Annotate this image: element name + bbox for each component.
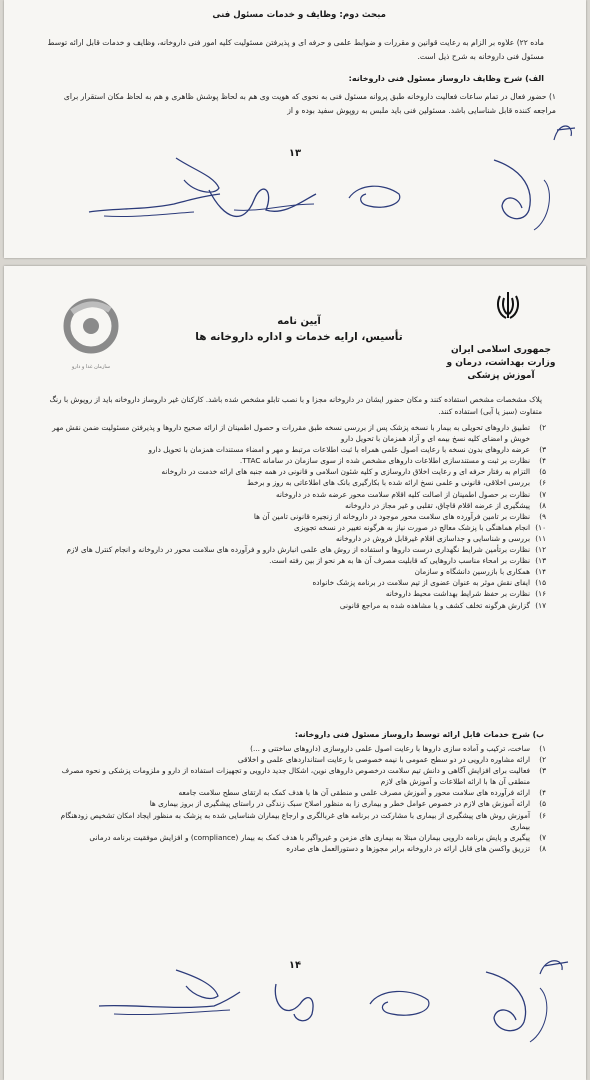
list-item-number: ۷) [539, 832, 546, 842]
list-item [44, 577, 546, 588]
list-item [44, 787, 546, 798]
fda-caption: سازمان غذا و دارو [71, 364, 111, 370]
list-item-text: نظارت بر حفظ شرایط بهداشت محیط داروخانه [385, 589, 530, 599]
iran-emblem [478, 290, 538, 324]
list-item [44, 444, 546, 455]
list-item-number: ۱۰) [535, 522, 546, 532]
list-item [44, 566, 546, 577]
handwritten-signature-7 [364, 984, 444, 1024]
list-item-number: ۸) [539, 843, 546, 853]
list-item [44, 422, 546, 444]
list-item-number: ۴) [539, 456, 546, 466]
services-list [44, 743, 546, 854]
list-item [44, 798, 546, 809]
handwritten-signature-5 [94, 966, 244, 1036]
section-heading: مبحث دوم: وظایف و خدمات مسئول فنی [212, 10, 386, 20]
list-item-number: ۹) [539, 511, 546, 521]
list-item-text: عرضه داروهای بدون نسخه با رعایت اصول علمی همراه با ثبت اطلاعات مرتبط و مهر و امضاء مستندات همزمان با تحویل دارو [148, 445, 530, 455]
list-item-number: ۶) [539, 478, 546, 488]
list-item-number: ۳) [539, 445, 546, 455]
list-item [44, 743, 546, 754]
list-item-text: نظارت بر امحاء مناسب داروهایی که قابلیت مصرف آن ها به هر نحو از بین رفته است. [269, 556, 530, 566]
document-title [164, 316, 434, 343]
list-item [44, 455, 546, 466]
list-item-text: تطبیق داروهای تحویلی به بیمار با نسخه پزشک پس از بررسی نسخه طبق مقررات و حصول اطمینان از ارائه صحیح داروها و پذیرفتن مسئولیت ضمن نقش مهر خویش و امضای کلیه نسخ بیمه ای و آزاد همزمان با تحویل دارو [52, 423, 530, 444]
fda-emblem [56, 298, 126, 370]
list-item-number: ۱۱) [535, 533, 546, 543]
article-22-paragraph: ماده ۲۲) علاوه بر الزام به رعایت قوانین و مقررات و ضوابط علمی و حرفه ای و پذیرفتن مسئولیت کلیه امور فنی داروخانه، وظایف و خدمات قابل ارائه توسط مسئول فنی داروخانه به شرح ذیل است. [47, 38, 544, 61]
list-item-number: ۱۴) [535, 567, 546, 577]
handwritten-signature-3 [344, 178, 414, 218]
list-item [44, 588, 546, 599]
duties-subheading: الف) شرح وظایف داروساز مسئول فنی داروخانه: [348, 74, 544, 83]
list-item [44, 500, 546, 511]
handwritten-signature-4 [484, 150, 564, 240]
list-item-text: ایفای نقش موثر به عنوان عضوی از تیم سلامت در برنامه پزشک خانواده [312, 578, 530, 588]
duty-item-1 [44, 90, 556, 118]
intro-paragraph: پلاک مشخصات مشخص استفاده کنند و مکان حضور ایشان در داروخانه مجزا و با نصب تابلو مشخص شده باشد. کارکنان غیر داروساز داروخانه باید از روپوش با رنگ متفاوت (سبز یا آبی) استفاده کنند. [49, 395, 542, 416]
list-item [44, 600, 546, 611]
list-item-text: آموزش روش های پیشگیری از بیماری با مشارکت در برنامه های غربالگری و ارجاع بیماران شناسایی شده به پزشک به منظور ایجاد امکان تشخیص زودهنگام بیماری [60, 810, 530, 831]
handwritten-signature-6 [266, 964, 336, 1034]
document-page-13 [4, 0, 586, 258]
list-item-text: پیشگیری از عرضه اقلام قاچاق، تقلبی و غیر مجاز در داروخانه [345, 500, 530, 510]
fda-logo-icon [58, 298, 124, 360]
list-item [44, 511, 546, 522]
list-item [44, 533, 546, 544]
list-item-text: پیگیری و پایش برنامه دارویی بیماران مبتلا به بیماری های مزمن و غیرواگیر با هدف کمک به بیمار (compliance) و افزایش موفقیت برنامه درمانی [89, 832, 530, 842]
list-item [44, 832, 546, 843]
list-item-number: ۱۲) [535, 545, 546, 555]
duty-item-1-text: حضور فعال در تمام ساعات فعالیت داروخانه طبق پروانه مسئول فنی به نحوی که هویت وی هم به لحاظ پوشش ظاهری و هم به لحاظ مکان استقرار برای مراجعه کننده قابل شناسایی باشد. مسئولین فنی باید ملبس به روپوش سفید بوده و از [63, 92, 556, 115]
list-item-number: ۱۳) [535, 556, 546, 566]
duties-list [44, 422, 546, 611]
list-item-text: همکاری با بازرسین دانشگاه و سازمان [414, 567, 530, 577]
list-item-text: ارائه آموزش های لازم در خصوص عوامل خطر و بیماری زا به منظور اصلاح سبک زندگی در راستای پیشگیری از بروز بیماری ها [149, 799, 530, 809]
list-item-text: نظارت بر حصول اطمینان از اصالت کلیه اقلام سلامت محور عرضه شده در داروخانه [275, 489, 530, 499]
list-item-number: ۲) [539, 423, 546, 432]
list-item-text: ساخت، ترکیب و آماده سازی داروها با رعایت اصول علمی داروسازی (داروهای ساختنی و ...) [250, 744, 530, 753]
list-item-number: ۵) [539, 467, 546, 477]
list-item-number: ۱۷) [535, 600, 546, 610]
list-item-text: بررسی و شناسایی و جداسازی اقلام غیرقابل فروش در داروخانه [335, 533, 530, 543]
handwritten-signature-2 [204, 160, 324, 240]
list-item-number: ۱۵) [535, 578, 546, 588]
list-item-text: فعالیت برای افزایش آگاهی و دانش تیم سلامت درخصوص داروهای نوین، اشکال جدید دارویی و تجهیزات استفاده از دارو و ملزومات پزشکی و نحوه مصرف منطقی آن ها با ارائه اطلاعات و آموزش های لازم [61, 766, 530, 787]
list-item [44, 843, 546, 854]
duty-item-1-number: ۱) [548, 92, 556, 101]
emblem-icon [494, 290, 522, 320]
list-item-number: ۳) [539, 766, 546, 776]
ministry-name: جمهوری اسلامی ایران وزارت بهداشت، درمان و آموزش پزشکی [446, 345, 556, 381]
list-item-text: گزارش هرگونه تخلف کشف و یا مشاهده شده به مراجع قانونی [339, 600, 530, 610]
list-item-text: انجام هماهنگی با پزشک معالج در صورت نیاز به هرگونه تغییر در نسخه تجویزی [294, 522, 530, 532]
list-item [44, 489, 546, 500]
list-item [44, 810, 546, 832]
list-item [44, 522, 546, 533]
services-subheading: ب) شرح خدمات قابل ارائه توسط داروساز مسئول فنی داروخانه: [294, 730, 544, 739]
list-item [44, 466, 546, 477]
list-item-number: ۱) [539, 744, 546, 753]
list-item-text: التزام به رفتار حرفه ای و رعایت اخلاق داروسازی و کلیه شئون اسلامی و قانونی در همه جنبه های ارائه خدمت در داروخانه [161, 467, 530, 477]
list-item-number: ۴) [539, 788, 546, 798]
document-page-14 [4, 266, 586, 1080]
list-item-text: نظارت برتأمین شرایط نگهداری درست داروها و استفاده از روش های علمی انبارش دارو و فرآورده های سلامت محور در داروخانه و انجام کنترل های لازم [66, 545, 530, 555]
handwritten-mark [549, 110, 579, 150]
list-item-text: تزریق واکسن های قابل ارائه در داروخانه برابر مجوزها و دستورالعمل های صادره [286, 843, 530, 853]
list-item-number: ۸) [539, 500, 546, 510]
title-line-2: تأسیس، ارایه خدمات و اداره داروخانه ها [195, 331, 403, 343]
list-item [44, 765, 546, 787]
handwritten-mark-2 [534, 946, 574, 986]
list-item [44, 754, 546, 765]
list-item-number: ۶) [539, 810, 546, 820]
list-item-text: ارائه مشاوره دارویی در دو سطح عمومی با نیمه خصوصی با رعایت استانداردهای علمی و اخلاقی [237, 755, 530, 765]
page-number-14: ۱۴ [288, 960, 302, 971]
list-item-text: نظارت بر ثبت و مستندسازی اطلاعات داروهای مشخص شده از سوی سازمان در سامانه TTAC. [239, 456, 530, 466]
list-item-number: ۷) [539, 489, 546, 499]
list-item-number: ۱۶) [535, 589, 546, 599]
title-line-1: آیین نامه [277, 316, 321, 327]
page-number-13: ۱۳ [288, 148, 302, 159]
list-item-text: بررسی اخلاقی، قانونی و علمی نسخ ارائه شده با بکارگیری بانک های اطلاعاتی به روز و برخط [247, 478, 530, 488]
list-item-number: ۵) [539, 799, 546, 809]
list-item [44, 544, 546, 555]
handwritten-signature-1 [84, 150, 224, 230]
list-item-number: ۲) [539, 755, 546, 765]
list-item-text: ارائه فرآورده های سلامت محور و آموزش مصرف علمی و منطقی آن ها با هدف کمک به ارتقای سطح سلامت جامعه [178, 788, 530, 798]
list-item [44, 555, 546, 566]
list-item-text: نظارت بر تامین فرآورده های سلامت محور موجود در داروخانه از زنجیره قانونی تامین آن ها [253, 511, 530, 521]
list-item [44, 477, 546, 488]
